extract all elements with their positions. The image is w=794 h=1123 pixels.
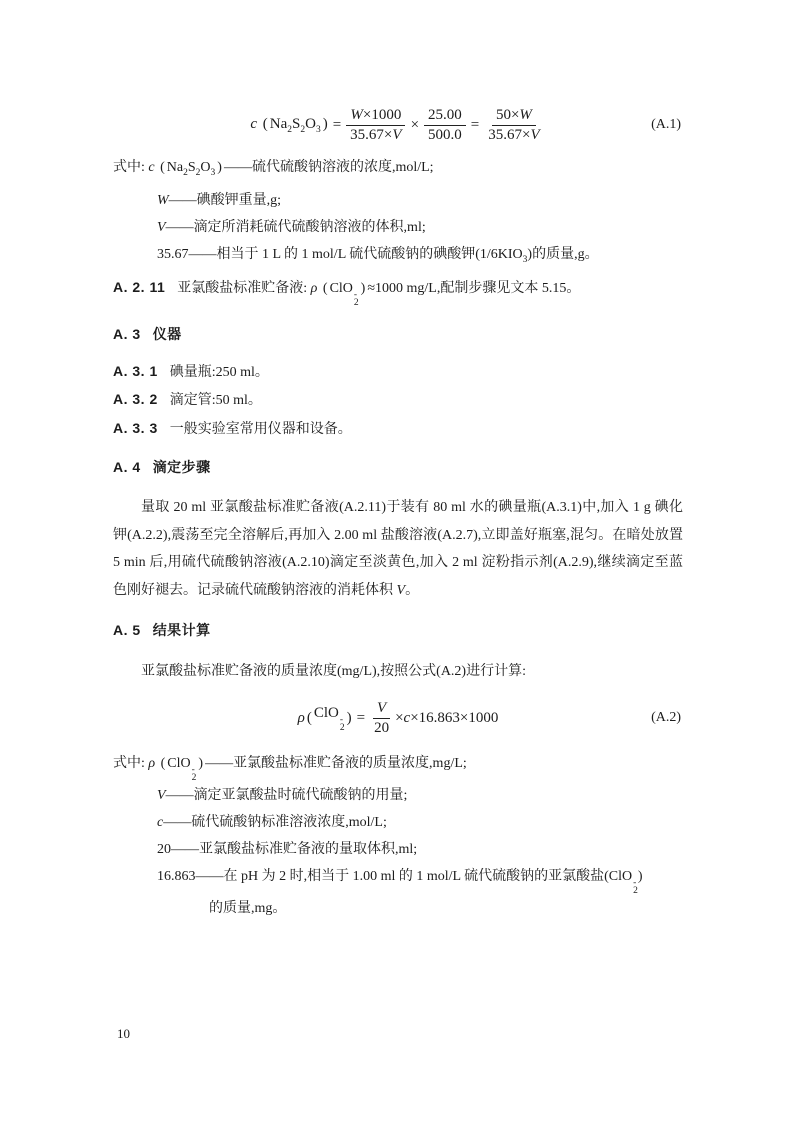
fraction-numerator [346, 106, 405, 126]
clause-text: 滴定管:50 ml。 [169, 393, 262, 409]
equals-sign: = [470, 116, 480, 133]
clause-text: ≈1000 mg/L,配制步骤见文本 5.15。 [367, 280, 581, 296]
chem-subsup [192, 766, 197, 782]
equals-sign: = [332, 116, 342, 133]
chem-subsup [354, 291, 359, 307]
where-desc: ——滴定所消耗硫代硫酸钠溶液的体积,ml; [165, 219, 426, 235]
chem-clo2 [329, 280, 359, 308]
section-title: 结果计算 [152, 622, 211, 639]
calculation-intro: 亚氯酸盐标准贮备液的质量浓度(mg/L),按照公式(A.2)进行计算: [141, 664, 526, 680]
paren-open: ( [160, 756, 166, 772]
times-sign: × [410, 116, 420, 133]
chem-sub: 2 [353, 297, 359, 308]
variable-v: V [157, 219, 166, 235]
chem-part: Na [166, 160, 184, 175]
chem-part: Na [269, 115, 288, 132]
times-sign: × [395, 709, 404, 726]
chem-sub: 2 [633, 886, 638, 897]
instrument-item [113, 358, 683, 387]
chem-subsup [340, 716, 345, 732]
section-number: A. 4 [113, 459, 141, 476]
where-prefix: 式中: [113, 756, 145, 772]
variable-c: c [157, 815, 164, 831]
section-title: 仪器 [152, 325, 182, 342]
variable-rho: ρ [310, 280, 318, 296]
clause-text: 一般实验室常用仪器和设备。 [169, 421, 352, 437]
chem-sub: 2 [339, 722, 345, 733]
variable-v: V [530, 126, 540, 143]
where-desc: ——硫代硫酸钠溶液的浓度,mol/L; [223, 160, 434, 175]
paragraph-text: 。 [405, 582, 420, 598]
paren-open: ( [160, 160, 165, 175]
paren-open: ( [262, 115, 268, 132]
numerator-pre: 50× [495, 106, 520, 123]
chem-part: O [305, 115, 316, 132]
fraction-denominator [484, 126, 543, 145]
chem-na2s2o3 [269, 115, 321, 135]
equals-sign: = [356, 709, 366, 726]
chem-sup: - [191, 765, 195, 776]
paragraph-text: 量取 20 ml 亚氯酸盐标准贮备液(A.2.11)于装有 80 ml 水的碘量瓶(A.3.1)中,加入 1 g 碘化钾(A.2.2),震荡至完全溶解后,再加入 2.00 ml 盐酸溶液(A.2.7),立即盖好瓶塞,混匀。在暗处放置 5 min 后,用硫代硫酸钠溶液(A.2.10)滴定至淡黄色,加入 2 ml 淀粉指示剂(A.2.9),继续滴定至蓝色刚好褪去。记录硫代硫酸钠溶液的消耗体积 [113, 500, 683, 598]
instrument-list [113, 358, 683, 444]
chem-sup: - [353, 289, 358, 300]
variable-w: W [350, 106, 363, 123]
clause-number: A. 3. 3 [113, 419, 158, 436]
where-item [113, 750, 683, 782]
chem-part: S [292, 115, 301, 132]
fraction-denominator: 500.0 [428, 126, 462, 143]
chem-sup: - [633, 878, 637, 889]
section-number: A. 5 [113, 622, 141, 639]
paren-open: ( [306, 709, 312, 726]
where-item [157, 241, 683, 274]
chem-part: ClO [329, 280, 353, 296]
clause-a211 [113, 274, 683, 307]
clause-text: 亚氯酸盐标准贮备液: [177, 280, 308, 296]
paren-close: ) [198, 756, 204, 772]
variable-v: V [392, 126, 402, 143]
chem-part: ClO [313, 704, 339, 721]
variable-c: c [403, 709, 411, 726]
variable-c: c [148, 160, 155, 175]
where-item [157, 836, 683, 863]
fraction-numerator [373, 699, 390, 719]
where-desc: ——在 pH 为 2 时,相当于 1.00 ml 的 1 mol/L 硫代硫酸钠的亚氯酸盐( [195, 869, 609, 885]
section-title: 滴定步骤 [152, 459, 211, 476]
chem-part: O [200, 160, 211, 175]
clause-text: 碘量瓶:250 ml。 [169, 364, 269, 380]
where-desc: )的质量,g。 [527, 246, 599, 262]
chem-sup: - [339, 714, 344, 725]
titration-paragraph [113, 494, 683, 604]
equation-label-a1: (A.1) [651, 117, 681, 132]
variable-v: V [396, 582, 406, 598]
where-item [113, 154, 683, 187]
fraction-2 [424, 106, 466, 145]
paren-open: ( [322, 280, 328, 296]
denominator-pre: 35.67× [488, 126, 531, 143]
where-item [157, 863, 683, 922]
chem-sub: 2 [287, 124, 293, 135]
paren-close: ) [346, 709, 352, 726]
equation-label-a2: (A.2) [651, 710, 681, 726]
variable-w: W [519, 106, 532, 123]
variable-c: c [250, 115, 258, 132]
paren-close: ) [322, 115, 328, 132]
where-desc: ——亚氯酸盐标准贮备液的量取体积,ml; [171, 842, 418, 858]
where-item-continuation: 的质量,mg。 [209, 901, 287, 917]
where-desc: ——亚氯酸盐标准贮备液的质量浓度,mg/L; [205, 756, 467, 772]
chem-part: ClO [608, 869, 633, 885]
constant-16-863: 16.863 [157, 869, 196, 885]
chem-sub: 3 [210, 167, 216, 178]
where-desc: ——相当于 1 L 的 1 mol/L 硫代硫酸钠的碘酸钾(1/6KIO [188, 246, 523, 262]
section-number: A. 3 [113, 325, 141, 342]
where-item [157, 809, 683, 836]
chem-clo2 [608, 869, 638, 897]
where-desc: ——碘酸钾重量,g; [168, 192, 282, 208]
clause-number: A. 3. 2 [113, 391, 158, 408]
formula-a1 [113, 96, 683, 154]
fraction-numerator: 25.00 [424, 106, 466, 126]
chem-sub: 2 [183, 167, 188, 178]
page-content [113, 96, 683, 922]
chem-na2s2o3 [166, 160, 216, 178]
constant-20: 20 [157, 842, 171, 858]
where-desc: ——滴定亚氯酸盐时硫代硫酸钠的用量; [165, 788, 408, 804]
variable-w: W [157, 192, 169, 208]
denominator-pre: 35.67× [350, 126, 393, 143]
paren-close: ) [360, 280, 366, 296]
clause-number: A. 2. 11 [113, 278, 166, 295]
chem-sub: 2 [195, 167, 201, 178]
where-desc: ) [637, 869, 643, 885]
chem-sub: 2 [191, 773, 197, 784]
chem-sub: 3 [522, 254, 528, 265]
constant-35-67: 35.67 [157, 246, 189, 262]
section-heading-a4 [113, 454, 683, 481]
variable-rho: ρ [148, 756, 156, 772]
fraction-3 [484, 106, 543, 145]
chem-part: S [187, 160, 196, 175]
clause-number: A. 3. 1 [113, 362, 158, 379]
chem-clo2 [167, 756, 197, 784]
where-list-a1 [113, 154, 683, 274]
formula-a1-lhs [250, 116, 329, 135]
fraction-numerator [492, 106, 536, 126]
fraction-denominator [346, 126, 405, 145]
section-heading-a3 [113, 321, 683, 348]
where-item [157, 214, 683, 241]
chem-clo2 [314, 705, 345, 732]
where-list-a2 [113, 750, 683, 922]
fraction-v-20 [370, 699, 393, 738]
fraction-1 [346, 106, 405, 145]
where-item [157, 187, 683, 214]
chem-sub: 2 [300, 124, 306, 135]
formula-a2 [113, 691, 683, 745]
where-prefix: 式中: [113, 160, 145, 175]
section-heading-a5 [113, 617, 683, 644]
variable-rho: ρ [297, 709, 305, 726]
where-item [157, 782, 683, 809]
numerator-rest: ×1000 [362, 106, 402, 123]
variable-v: V [157, 788, 166, 804]
formula-tail: ×16.863×1000 [410, 709, 499, 726]
paren-close: ) [217, 160, 222, 175]
where-desc: ——硫代硫酸钠标准溶液浓度,mol/L; [163, 815, 387, 831]
fraction-denominator: 20 [374, 719, 390, 736]
chem-sub: 3 [315, 124, 321, 135]
instrument-item [113, 415, 683, 444]
variable-v: V [376, 699, 387, 716]
instrument-item [113, 386, 683, 415]
page-number: 10 [117, 1026, 130, 1041]
chem-part: ClO [167, 756, 191, 772]
